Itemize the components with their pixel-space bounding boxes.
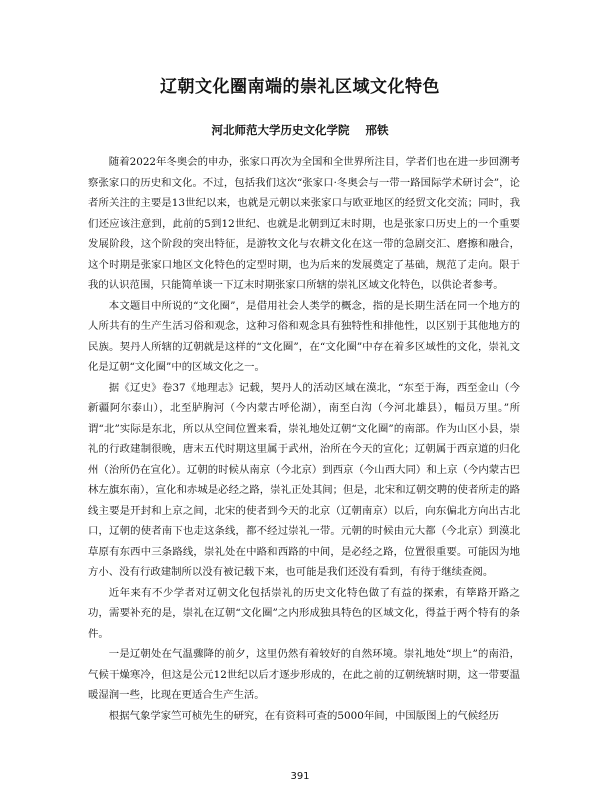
paragraph: 根据气象学家竺可桢先生的研究，在有资料可查的5000年间，中国版图上的气候经历 bbox=[108, 709, 499, 722]
author-line bbox=[0, 122, 600, 138]
paragraph: 据《辽史》卷37《地理志》记载，契丹人的活动区域在漠北，“东至于海，西至金山（今新疆阿尔泰山），北至胪朐河（今内蒙古呼伦湖），南至白沟（今河北雄县），幅员万里。”所谓“北”实际是东北，所以从空间位置来看，崇礼地处辽朝“文化圈”的南部。作为山区小县，崇礼的行政建制很晚，唐末五代时期这里属于武州，治所在今天的宣化；辽朝属于西京道的归化州（治所仍在宣化）。辽朝的时候从南京（今北京）到西京（今山西大同）和上京（今内蒙古巴林左旗东南），宣化和赤城是必经之路，崇礼正处其间；但是，北宋和辽朝交聘的使者所走的路线主要是开封和上京之间，北宋的使者到今天的北京（辽朝南京）以后，向东偏北方向出古北口，辽朝的使者南下也走这条线，都不经过崇礼一带。元朝的时候由元大都（今北京）到漠北草原有东西中三条路线，崇礼处在中路和西路的中间，是必经之路，位置很重要。可能因为地方小、没有行政建制所以没有被记载下来，也可能是我们还没有看到，有待于继续查阅。 bbox=[88, 381, 520, 578]
paragraph: 近年来有不少学者对辽朝文化包括崇礼的历史文化特色做了有益的探索，有筚路开路之功，需要补充的是，崇礼在辽朝“文化圈”之内形成独具特色的区域文化，得益于两个特有的条件。 bbox=[88, 586, 520, 640]
article-body bbox=[88, 152, 520, 726]
article-title: 辽朝文化圈南端的崇礼区域文化特色 bbox=[160, 77, 440, 97]
paragraph: 随着2022年冬奥会的申办，张家口再次为全国和全世界所注目，学者们也在进一步回溯考察张家口的历史和文化。不过，包括我们这次“张家口·冬奥会与一带一路国际学术研讨会”，论者所关注的主要是13世纪以来，也就是元朝以来张家口与欧亚地区的经贸文化交流；同时，我们还应该注意到，此前的5到12世纪、也就是北朝到辽末时期，也是张家口历史上的一个重要发展阶段，这个阶段的突出特征，是游牧文化与农耕文化在这一带的急剧交汇、磨擦和融合，这个时期是张家口地区文化特色的定型时期，也为后来的发展奠定了基础，规范了走向。限于我的认识范围，只能简单谈一下辽末时期张家口所辖的崇礼区域文化特色，以供论者参考。 bbox=[88, 156, 520, 291]
page-number: 391 bbox=[290, 771, 310, 782]
author-name: 邢铁 bbox=[365, 123, 389, 137]
affiliation: 河北师范大学历史文化学院 bbox=[211, 123, 350, 137]
paragraph: 本文题目中所说的“文化圈”，是借用社会人类学的概念，指的是长期生活在同一个地方的人所共有的生产生活习俗和观念，这种习俗和观念具有独特性和排他性，以区别于其他地方的民族。契丹人所辖的辽朝就是这样的“文化圈”，在“文化圈”中存在着多区域性的文化，崇礼文化是辽朝“文化圈”中的区域文化之一。 bbox=[88, 299, 520, 373]
paragraph: 一是辽朝处在气温骤降的前夕，这里仍然有着较好的自然环境。崇礼地处“坝上”的南沿，气候干燥寒冷，但这是公元12世纪以后才逐步形成的，在此之前的辽朝统辖时期，这一带要温暖湿润一些，比现在更适合生产生活。 bbox=[88, 648, 520, 701]
